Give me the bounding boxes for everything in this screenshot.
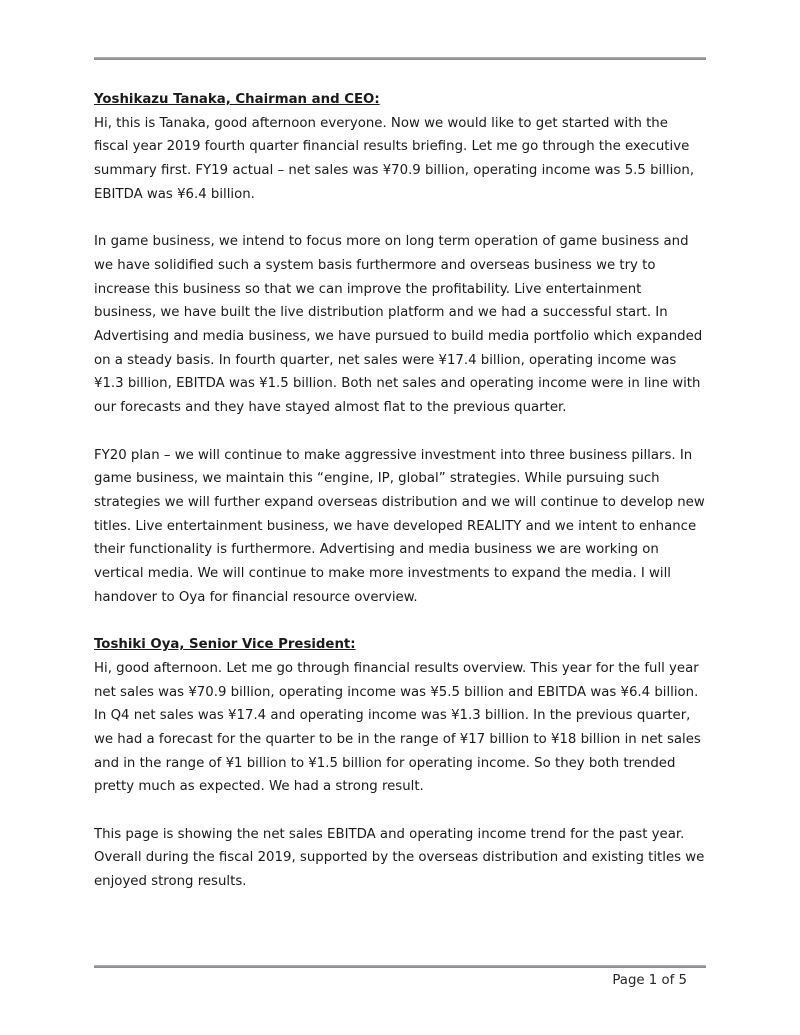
paragraph-trend-summary: This page is showing the net sales EBITDA and operating income trend for the past year. Overall during the fiscal 2019, supported by the overseas distribution and existing titles we enjoyed strong results. bbox=[94, 826, 705, 890]
speaker-heading-tanaka: Yoshikazu Tanaka, Chairman and CEO: bbox=[94, 92, 380, 107]
paragraph-financial-overview: Hi, good afternoon. Let me go through financial results overview. This year for the full year net sales was ¥70.9 billion, operating income was ¥5.5 billion and EBITDA was ¥6.4 billion. In Q4 net sales was ¥17.4 and operating income was ¥1.3 billion. In the previous quarter, we had a forecast for the quarter to be in the range of ¥17 billion to ¥18 billion in net sales and in the range of ¥1 billion to ¥1.5 billion for operating income. So they both trended pretty much as expected. We had a strong result. bbox=[94, 660, 701, 795]
header-rule bbox=[94, 57, 706, 60]
paragraph-fy20-plan: FY20 plan – we will continue to make aggressive investment into three business pillars. In game business, we maintain this “engine, IP, global” strategies. While pursuing such strategies we will further expand overseas distribution and we will continue to develop new titles. Live entertainment business, we have developed REALITY and we intent to enhance their functionality is furthermore. Advertising and media business we are working on vertical media. We will continue to make more investments to expand the media. I will handover to Oya for financial resource overview. bbox=[94, 447, 705, 605]
document-body bbox=[94, 88, 706, 894]
footer-rule bbox=[94, 965, 706, 968]
paragraph-executive-summary: Hi, this is Tanaka, good afternoon everyone. Now we would like to get started with the fiscal year 2019 fourth quarter financial results briefing. Let me go through the executive summary first. FY19 actual – net sales was ¥70.9 billion, operating income was 5.5 billion, EBITDA was ¥6.4 billion. bbox=[94, 115, 695, 202]
paragraph-business-review: In game business, we intend to focus more on long term operation of game business and we have solidified such a system basis furthermore and overseas business we try to increase this business so that we can improve the profitability. Live entertainment business, we have built the live distribution platform and we had a successful start. In Advertising and media business, we have pursued to build media portfolio which expanded on a steady basis. In fourth quarter, net sales were ¥17.4 billion, operating income was ¥1.3 billion, EBITDA was ¥1.5 billion. Both net sales and operating income were in line with our forecasts and they have stayed almost flat to the previous quarter. bbox=[94, 234, 703, 416]
speaker-heading-oya: Toshiki Oya, Senior Vice President: bbox=[94, 637, 356, 653]
page-number: Page 1 of 5 bbox=[612, 973, 687, 988]
